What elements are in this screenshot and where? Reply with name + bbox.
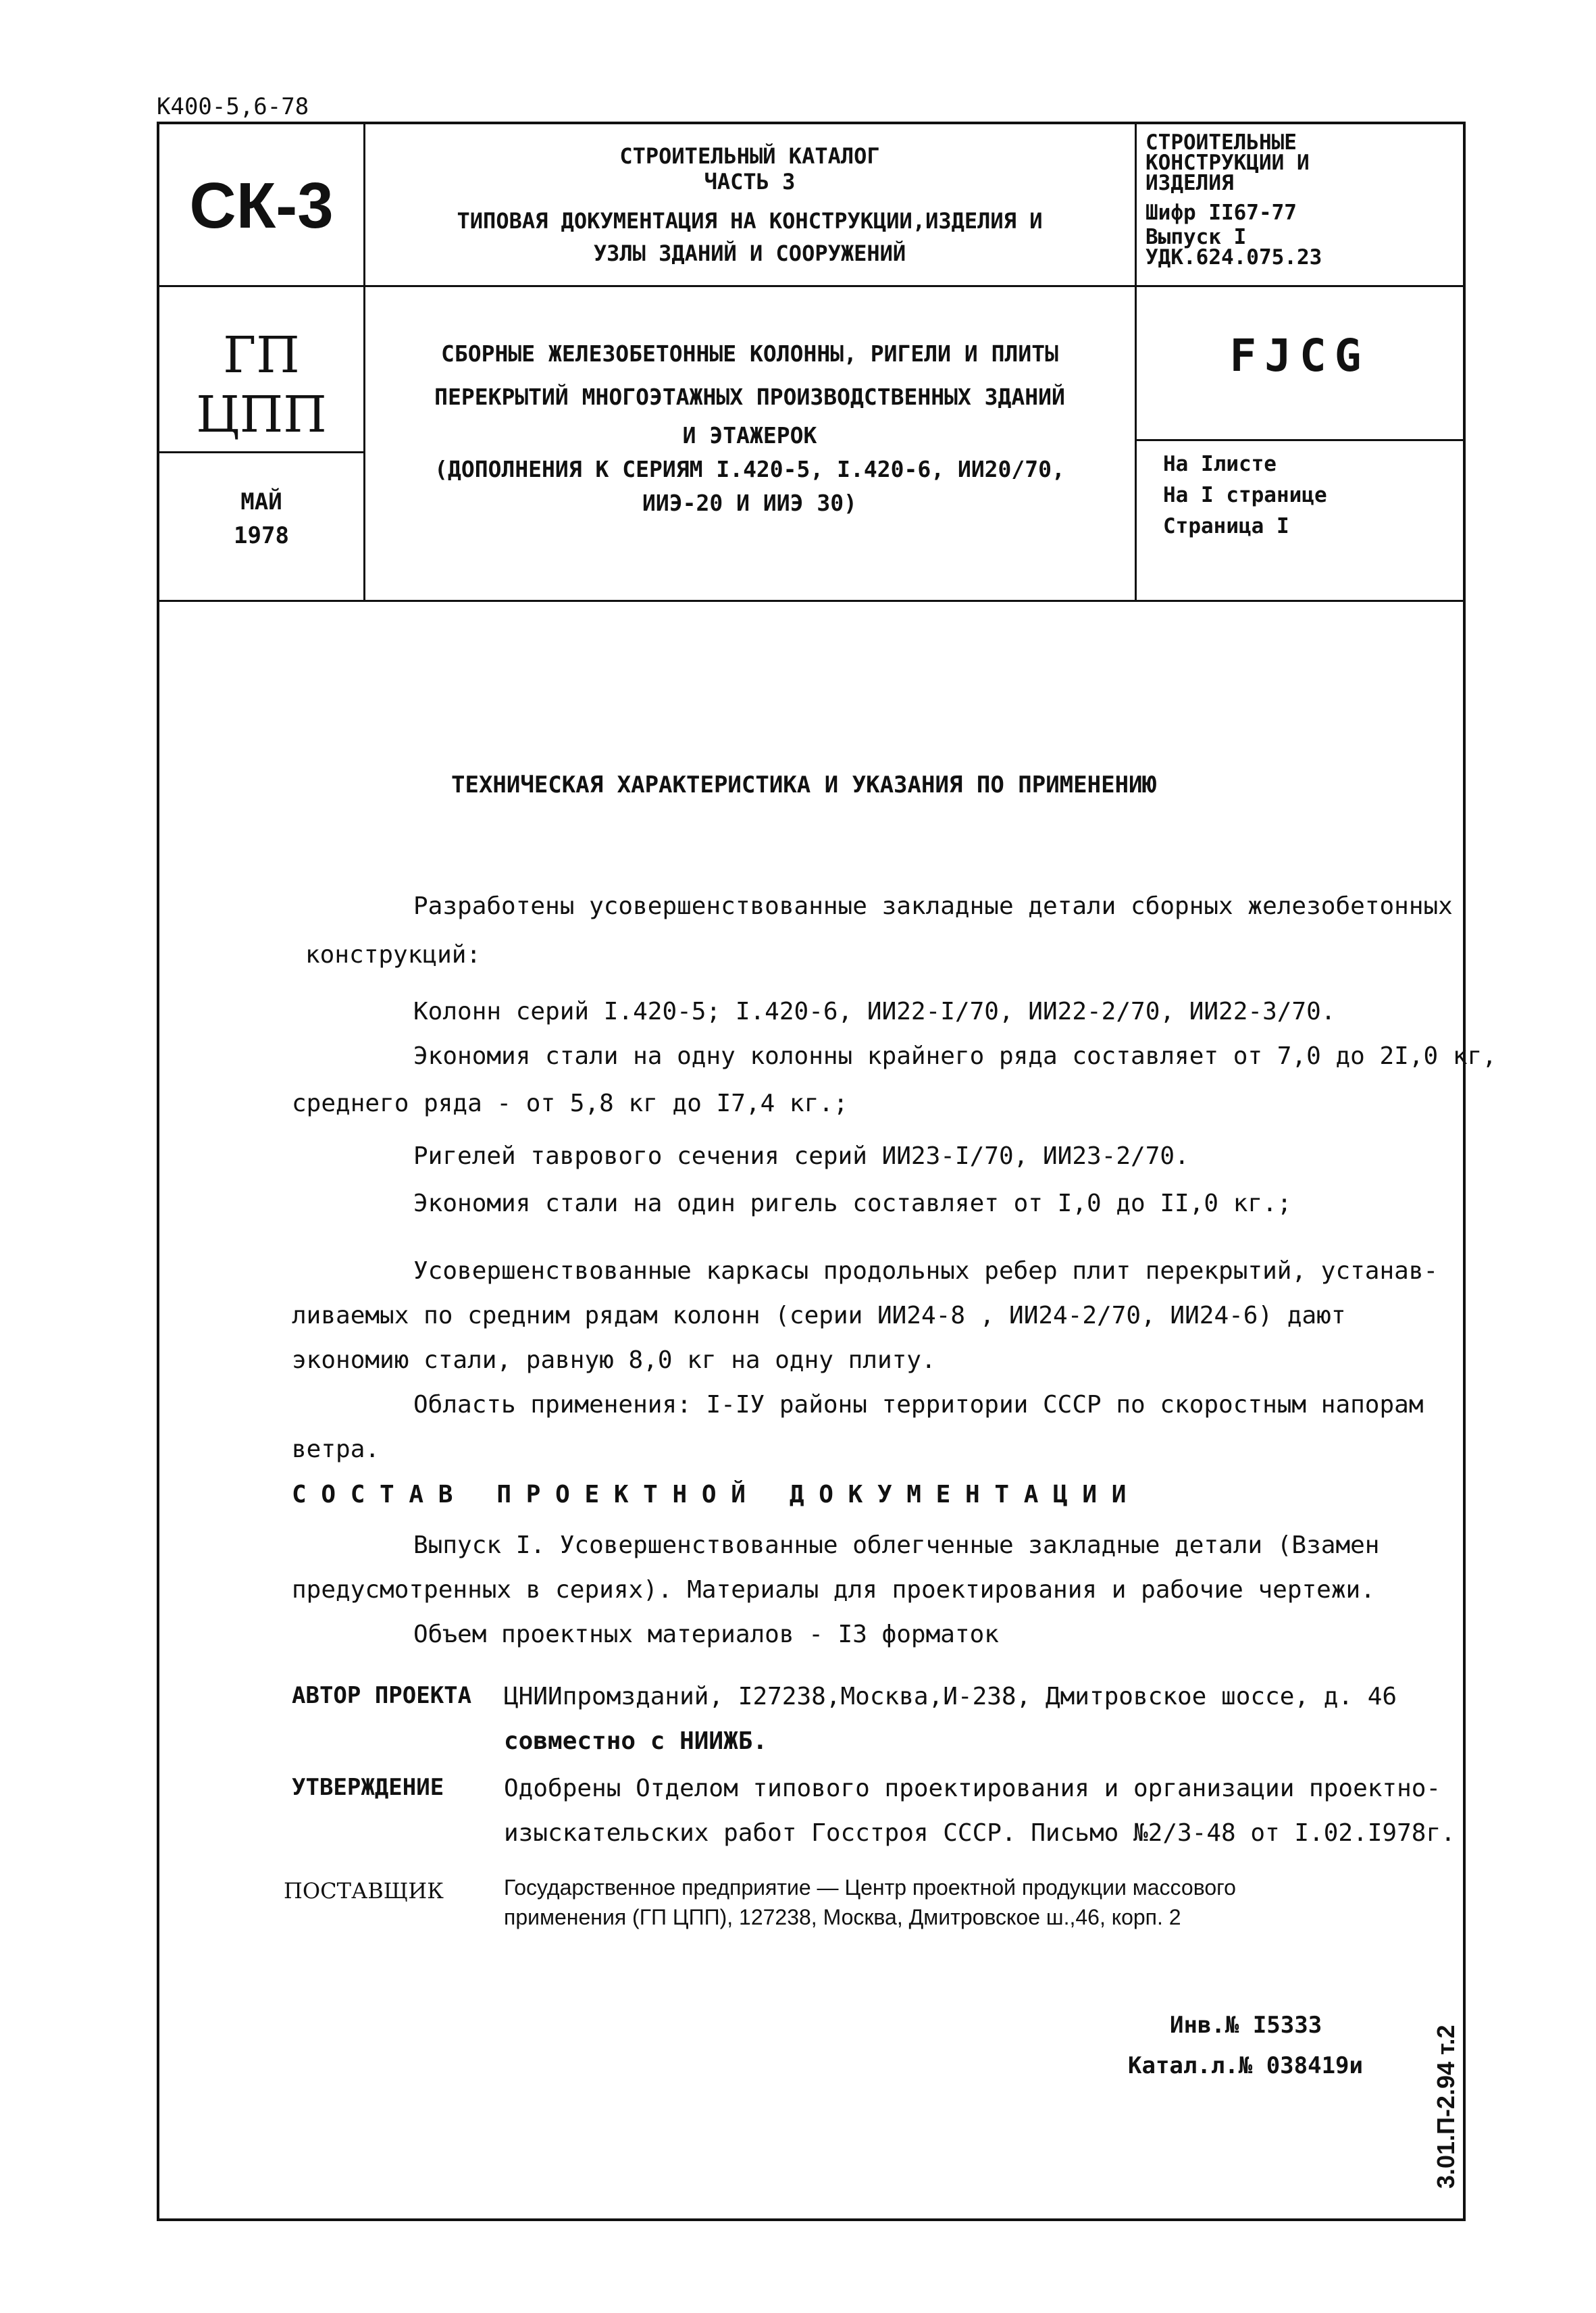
right-column-divider	[1135, 122, 1137, 601]
sheet-line-3: Страница I	[1163, 514, 1289, 538]
supplier-line-2: применения (ГП ЦПП), 127238, Москва, Дмитровское ш.,46, корп. 2	[504, 1905, 1181, 1929]
supplier-block	[504, 1873, 1236, 1932]
para-1-line-2: конструкций:	[305, 941, 482, 969]
supplier-line-1: Государственное предприятие — Центр проектной продукции массового	[504, 1875, 1236, 1900]
approval-line-1: Одобрены Отделом типового проектирования и организации проектно-	[504, 1775, 1441, 1802]
section-heading: ТЕХНИЧЕСКАЯ ХАРАКТЕРИСТИКА И УКАЗАНИЯ ПО ПРИМЕНЕНИЮ	[451, 771, 1156, 798]
composition-heading: С О С Т А В П Р О Е К Т Н О Й Д О К У М Е Н Т А Ц И И	[292, 1481, 1127, 1508]
approval-line-2: изыскательских работ Госстроя СССР. Письмо №2/3-48 от I.02.I978г.	[504, 1819, 1456, 1847]
catalog-line-4: УЗЛЫ ЗДАНИЙ И СООРУЖЕНИЙ	[593, 240, 906, 266]
author-line-1: ЦНИИпромзданий, I27238,Москва,И-238, Дмитровское шоссе, д. 46	[504, 1683, 1397, 1710]
org-line-1: ГП	[223, 326, 300, 384]
para-9: Объем проектных материалов - I3 форматок	[413, 1621, 999, 1648]
classification-line-3: ИЗДЕЛИЯ	[1145, 171, 1234, 195]
title-line-3: И ЭТАЖЕРОК	[682, 422, 817, 449]
inventory-number: Инв.№ I5333	[1170, 2012, 1322, 2039]
org-line-2: ЦПП	[196, 386, 327, 444]
document-code-fjcg: FJCG	[1229, 330, 1370, 382]
udk: УДК.624.075.23	[1145, 245, 1322, 270]
title-line-5: ИИЭ-20 И ИИЭ 30)	[642, 490, 857, 516]
organization-mark	[159, 326, 363, 444]
para-6-line-3: экономию стали, равную 8,0 кг на одну плиту.	[292, 1346, 936, 1374]
title-line-2: ПЕРЕКРЫТИЙ МНОГОЭТАЖНЫХ ПРОИЗВОДСТВЕННЫХ ЗДАНИЙ	[434, 384, 1065, 410]
catalog-title	[365, 143, 1135, 266]
catalog-mark: СК-3	[189, 170, 334, 242]
para-3-line-1: Экономия стали на одну колонны крайнего ряда составляет от 7,0 до 2I,0 кг,	[413, 1042, 1497, 1070]
author-label: АВТОР ПРОЕКТА	[292, 1682, 472, 1709]
sheet-line-1: На Iлисте	[1163, 452, 1277, 476]
title-line-1: СБОРНЫЕ ЖЕЛЕЗОБЕТОННЫЕ КОЛОННЫ, РИГЕЛИ И ПЛИТЫ	[441, 340, 1058, 367]
catalog-sheet-number: Катал.л.№ 038419и	[1128, 2052, 1363, 2079]
para-6-line-2: ливаемых по средним рядам колонн (серии ИИ24-8 , ИИ24-2/70, ИИ24-6) дают	[292, 1302, 1346, 1329]
para-2: Колонн серий I.420-5; I.420-6, ИИ22-I/70, ИИ22-2/70, ИИ22-3/70.	[413, 998, 1336, 1025]
catalog-line-2: ЧАСТЬ 3	[704, 169, 796, 195]
classification-block	[1145, 132, 1456, 268]
sheet-info	[1163, 449, 1453, 542]
para-3-line-2: среднего ряда - от 5,8 кг до I7,4 кг.;	[292, 1090, 848, 1117]
author-line-2: совместно с НИИЖБ.	[504, 1727, 768, 1755]
issue-date	[159, 485, 363, 553]
date-month: МАЙ	[240, 488, 282, 515]
para-6-line-1: Усовершенствованные каркасы продольных ребер плит перекрытий, устанав-	[413, 1257, 1439, 1285]
para-7-line-2: ветра.	[292, 1435, 380, 1463]
cipher: Шифр II67-77	[1145, 201, 1297, 225]
approval-label: УТВЕРЖДЕНИЕ	[292, 1774, 444, 1801]
code-sheet-divider	[1136, 439, 1463, 441]
title-line-4: (ДОПОЛНЕНИЯ К СЕРИЯМ I.420-5, I.420-6, ИИ20/70,	[434, 456, 1065, 482]
para-1-line-1: Разработены усовершенствованные закладные детали сборных железобетонных	[413, 892, 1453, 920]
side-code: 3.01.П-2.94 т.2	[1432, 2025, 1460, 2189]
para-8-line-2: предусмотренных в сериях). Материалы для проектирования и рабочие чертежи.	[292, 1576, 1375, 1604]
header-divider-2	[157, 600, 1463, 602]
para-4: Ригелей таврового сечения серий ИИ23-I/70, ИИ23-2/70.	[413, 1142, 1189, 1170]
para-7-line-1: Область применения: I-IУ районы территории СССР по скоростным напорам	[413, 1391, 1424, 1419]
issue: Выпуск I	[1145, 225, 1247, 249]
sheet-line-2: На I странице	[1163, 483, 1327, 507]
classification-line-1: СТРОИТЕЛЬНЫЕ	[1145, 130, 1297, 155]
para-5: Экономия стали на один ригель составляет от I,0 до II,0 кг.;	[413, 1190, 1292, 1217]
date-year: 1978	[234, 522, 289, 549]
header-divider-1	[157, 285, 1463, 287]
catalog-line-1: СТРОИТЕЛЬНЫЙ КАТАЛОГ	[619, 143, 880, 169]
supplier-label: ПОСТАВЩИК	[284, 1878, 444, 1904]
catalog-line-3: ТИПОВАЯ ДОКУМЕНТАЦИЯ НА КОНСТРУКЦИИ,ИЗДЕЛИЯ И	[457, 208, 1043, 234]
document-code: К400-5,6-78	[157, 93, 309, 120]
org-date-divider	[157, 451, 365, 453]
classification-line-2: КОНСТРУКЦИИ И	[1145, 151, 1310, 175]
para-8-line-1: Выпуск I. Усовершенствованные облегченные закладные детали (Взамен	[413, 1531, 1380, 1559]
document-title	[365, 332, 1135, 520]
